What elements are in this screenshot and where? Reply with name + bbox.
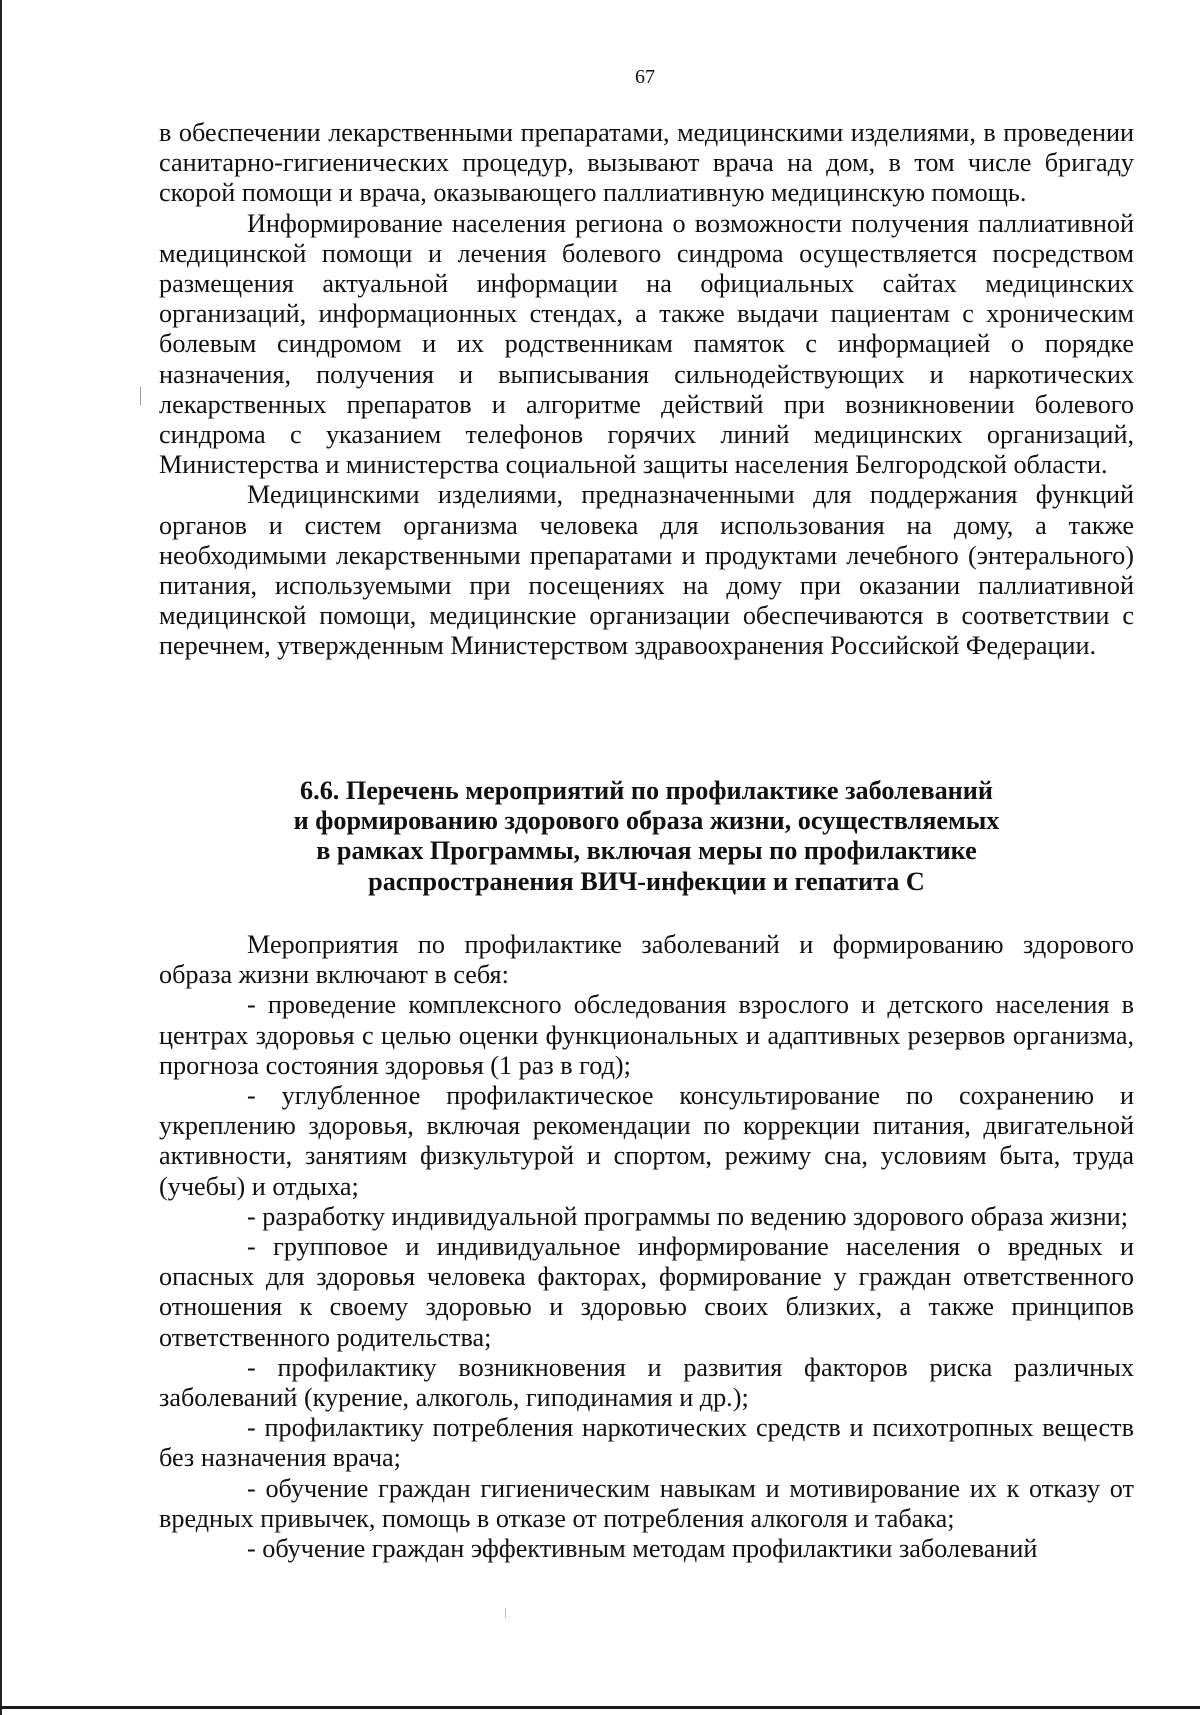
list-item: - обучение граждан эффективным методам профилактики заболеваний: [247, 1534, 1038, 1564]
list-item: - групповое и индивидуальное информирование населения о вредных и опасных для здоровья человека факторах, формирование у граждан ответственного отношения к своему здоровью и здоровью своих близких, а также принципов ответственного родительства;: [159, 1232, 1134, 1352]
body-text-top: [159, 118, 1134, 662]
section-heading: [159, 776, 1134, 897]
scan-artifact-mark: [505, 1608, 506, 1618]
section-heading-line: в рамках Программы, включая меры по профилактике: [316, 836, 977, 866]
body-text-bottom: [159, 930, 1134, 1564]
list-item: - углубленное профилактическое консультирование по сохранению и укреплению здоровья, включая рекомендации по коррекции питания, двигательной активности, занятиям физкультурой и спортом, режиму сна, условиям быта, труда (учебы) и отдыха;: [159, 1081, 1134, 1201]
section-heading-line: и формированию здорового образа жизни, осуществляемых: [293, 806, 1000, 836]
scan-bottom-edge: [0, 1706, 1200, 1709]
paragraph: в обеспечении лекарственными препаратами, медицинскими изделиями, в проведении санитарно-гигиенических процедур, вызывают врача на дом, в том числе бригаду скорой помощи и врача, оказывающего паллиативную медицинскую помощь.: [159, 118, 1134, 208]
paragraph: Мероприятия по профилактике заболеваний и формированию здорового образа жизни включают в себя:: [159, 930, 1134, 990]
paragraph: Медицинскими изделиями, предназначенными для поддержания функций органов и систем организма человека для использования на дому, а также необходимыми лекарственными препаратами и продуктами лечебного (энтерального) питания, используемыми при посещениях на дому при оказании паллиативной медицинской помощи, медицинские организации обеспечиваются в соответствии с перечнем, утвержденным Министерством здравоохранения Российской Федерации.: [159, 480, 1134, 661]
list-item: - обучение граждан гигиеническим навыкам и мотивирование их к отказу от вредных привычек, помощь в отказе от потребления алкоголя и табака;: [159, 1473, 1134, 1533]
section-heading-line: распространения ВИЧ-инфекции и гепатита С: [368, 866, 925, 896]
scan-artifact-mark: [140, 387, 141, 405]
page-number: 67: [635, 66, 655, 88]
list-item: - профилактику потребления наркотических средств и психотропных веществ без назначения врача;: [159, 1413, 1134, 1473]
list-item: - профилактику возникновения и развития факторов риска различных заболеваний (курение, алкоголь, гиподинамия и др.);: [159, 1352, 1134, 1413]
section-heading-line: 6.6. Перечень мероприятий по профилактике заболеваний: [300, 776, 993, 805]
list-item: - проведение комплексного обследования взрослого и детского населения в центрах здоровья с целью оценки функциональных и адаптивных резервов организма, прогноза состояния здоровья (1 раз в год);: [159, 990, 1134, 1080]
paragraph: Информирование населения региона о возможности получения паллиативной медицинской помощи и лечения болевого синдрома осуществляется посредством размещения актуальной информации на официальных сайтах медицинских организаций, информационных стендах, а также выдачи пациентам с хроническим болевым синдромом и их родственникам памяток с информацией о порядке назначения, получения и выписывания сильнодействующих и наркотических лекарственных препаратов и алгоритме действий при возникновении болевого синдрома с указанием телефонов горячих линий медицинских организаций, Министерства и министерства социальной защиты населения Белгородской области.: [159, 208, 1134, 480]
list-item: - разработку индивидуальной программы по ведению здорового образа жизни;: [247, 1201, 1128, 1231]
